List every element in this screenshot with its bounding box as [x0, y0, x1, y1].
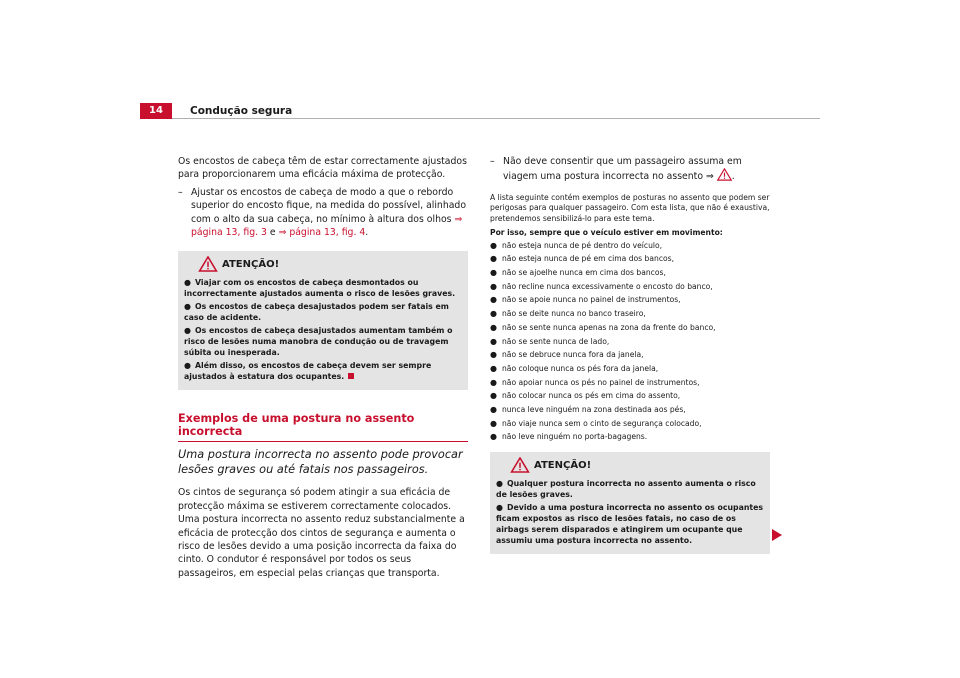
- step-dash: –: [490, 156, 495, 167]
- warning-box: [178, 251, 468, 390]
- continue-arrow-icon[interactable]: [772, 529, 782, 541]
- list-item: ● não viaje nunca sem o cinto de segurança colocado,: [490, 418, 702, 428]
- header-divider: [172, 118, 820, 119]
- warning-box: [490, 452, 770, 554]
- list-item: ● nunca leve ninguém na zona destinada aos pés,: [490, 405, 686, 415]
- bullet-icon: ●: [184, 326, 191, 336]
- bullet-icon: ●: [490, 350, 497, 360]
- list-item: ● não apoiar nunca os pés no painel de instrumentos,: [490, 377, 700, 387]
- warning-title: ATENÇÃO!: [222, 258, 280, 270]
- bullet-icon: ●: [490, 432, 497, 442]
- list-item: ● não se debruce nunca fora da janela,: [490, 350, 644, 360]
- page-header: [140, 103, 820, 119]
- list-item: ● não se ajoelhe nunca em cima dos bancos,: [490, 268, 666, 277]
- right-column: [490, 155, 770, 554]
- bullet-icon: ●: [496, 503, 503, 513]
- list-item: ● não se apoie nunca no painel de instrumentos,: [490, 295, 681, 305]
- list-item: ● não se sente nunca apenas na zona da frente do banco,: [490, 322, 716, 332]
- bullet-icon: ●: [490, 391, 497, 401]
- warning-item: ● Os encostos de cabeça desajustados podem ser fatais em caso de acidente.: [184, 302, 449, 323]
- list-item: ● não esteja nunca de pé dentro do veículo,: [490, 240, 663, 250]
- bullet-icon: ●: [490, 322, 497, 332]
- warning-item: ● Além disso, os encostos de cabeça devem ser sempre ajustados à estatura dos ocupantes.: [184, 361, 432, 382]
- list-item: ● não coloque nunca os pés fora da janela,: [490, 363, 659, 373]
- instruction-step: [490, 155, 770, 184]
- section-lead: Uma postura incorrecta no assento pode provocar lesões graves ou até fatais nos passageiros.: [178, 448, 463, 477]
- step-text: Não deve consentir que um passageiro assuma em viagem uma postura incorrecta no assento ⇒: [503, 156, 742, 183]
- intro-paragraph: Os encostos de cabeça têm de estar correctamente ajustados para proporcionarem uma eficácia máxima de protecção.: [178, 156, 467, 181]
- page-link-fig4[interactable]: ⇒ página 13, fig. 4: [278, 227, 366, 239]
- bullet-icon: ●: [490, 254, 497, 264]
- step-dash: –: [178, 186, 183, 198]
- bullet-icon: ●: [490, 363, 497, 373]
- list-item: ● não leve ninguém no porta-bagagens.: [490, 432, 648, 442]
- bullet-icon: ●: [490, 281, 497, 291]
- warning-item: ● Os encostos de cabeça desajustados aumentam também o risco de lesões numa manobra de condução ou de travagem súbita ou inesperada.: [184, 326, 453, 358]
- warning-item: ● Qualquer postura incorrecta no assento aumenta o risco de lesões graves.: [496, 479, 756, 500]
- bullet-icon: ●: [184, 361, 191, 371]
- bullet-icon: ●: [184, 278, 191, 288]
- bullet-icon: ●: [496, 479, 503, 489]
- list-item: ● não se deite nunca no banco traseiro,: [490, 309, 646, 319]
- warning-triangle-icon[interactable]: [717, 168, 732, 181]
- left-column: [178, 155, 468, 580]
- list-heading: Por isso, sempre que o veículo estiver em movimento:: [490, 227, 723, 237]
- bullet-icon: ●: [490, 295, 497, 305]
- end-marker-icon: [348, 373, 354, 379]
- warning-item: ● Devido a uma postura incorrecta no assento os ocupantes ficam expostos as risco de lesões fatais, no caso de os airbags serem disparados e atingirem um ocupante que assumiu uma postura incorrecta no assento.: [496, 503, 764, 546]
- step-text: Ajustar os encostos de cabeça de modo a que o rebordo superior do encosto fique, na medida do possível, alinhado com o alto da sua cabeça, no mínimo à altura dos olhos: [191, 186, 467, 225]
- instruction-step: [178, 186, 468, 240]
- list-item: ● não recline nunca excessivamente o encosto do banco,: [490, 281, 713, 291]
- chapter-title: Condução segura: [190, 105, 293, 117]
- page-number: 14: [140, 103, 172, 119]
- bullet-icon: ●: [184, 302, 191, 312]
- section-body: Os cintos de segurança só podem atingir a sua eficácia de protecção máxima se estiverem correctamente colocados. Uma postura incorrecta no assento reduz substancialmente a eficácia de protecção dos cintos de segurança e aumenta o risco de lesões devido a uma posição incorrecta da faixa do cinto. O condutor é responsável por todos os seus passageiros, em especial pelas crianças que transporta.: [178, 487, 465, 579]
- step-end: .: [365, 227, 369, 239]
- bullet-icon: ●: [490, 377, 497, 387]
- posture-list: [490, 239, 770, 445]
- bullet-icon: ●: [490, 405, 497, 415]
- list-item: ● não se sente nunca de lado,: [490, 336, 610, 346]
- bullet-icon: ●: [490, 418, 497, 428]
- warning-header: [184, 255, 462, 273]
- warning-header: [496, 456, 764, 474]
- section-title: Exemplos de uma postura no assento incorrecta: [178, 412, 468, 442]
- warning-title: ATENÇÃO!: [534, 459, 592, 471]
- bullet-icon: ●: [490, 240, 497, 250]
- bullet-icon: ●: [490, 268, 497, 277]
- list-intro: A lista seguinte contém exemplos de posturas no assento que podem ser perigosas para qualquer passageiro. Com esta lista, que não é exaustiva, pretendemos sensibilizá-lo para este tema.: [490, 192, 770, 223]
- warning-triangle-icon: [510, 457, 530, 473]
- page-link-fig3[interactable]: ⇒ página 13, fig. 3: [191, 213, 463, 239]
- list-item: ● não esteja nunca de pé em cima dos bancos,: [490, 254, 675, 264]
- bullet-icon: ●: [490, 309, 497, 319]
- bullet-icon: ●: [490, 336, 497, 346]
- warning-triangle-icon: [198, 256, 218, 272]
- step-and: e: [266, 227, 279, 239]
- step-end: .: [731, 171, 735, 183]
- warning-item: ● Viajar com os encostos de cabeça desmontados ou incorrectamente ajustados aumenta o risco de lesões graves.: [184, 278, 456, 299]
- list-item: ● não colocar nunca os pés em cima do assento,: [490, 391, 681, 401]
